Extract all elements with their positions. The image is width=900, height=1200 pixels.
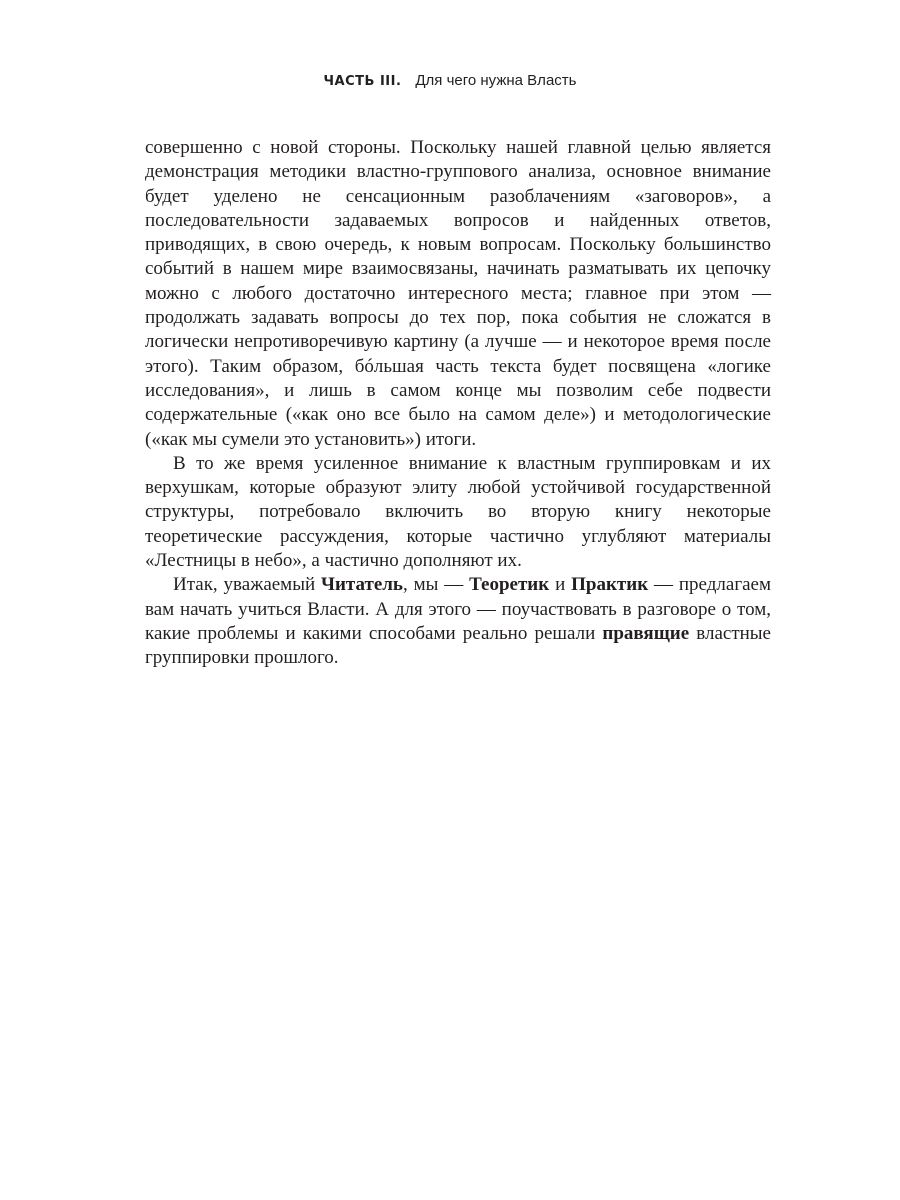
paragraph-2: В то же время усиленное внимание к властным группировкам и их верхушкам, которые образуют элиту любой устойчивой государственной структуры, потребовало включить во вторую книгу некоторые теоретические рассуждения, которые частично углубляют материалы «Лестницы в небо», а частично дополняют их.	[145, 452, 771, 572]
running-head-chapter: Для чего нужна Власть	[415, 72, 577, 89]
paragraph-3-text: — предлагаем вам начать учиться Власти. А для этого — поучаствовать в разговоре о том, какие проблемы и какими способами реально решали	[145, 574, 772, 644]
running-head	[0, 71, 900, 92]
emphasis-theorist: Теоретик	[469, 574, 550, 596]
paragraph-3-text: и	[549, 574, 572, 596]
paragraph-3-text: властные группировки прошлого.	[145, 622, 771, 669]
running-head-part: ЧАСТЬ III.	[323, 74, 402, 89]
paragraph-1: совершенно с новой стороны. Поскольку нашей главной целью является демонстрация методики властно-группового анализа, основное внимание будет уделено не сенсационным разоблачениям «заговоров», а последовательности задаваемых вопросов и найденных ответов, приводящих, в свою очередь, к новым вопросам. Поскольку большинство событий в нашем мире взаимосвязаны, начинать разматывать их цепочку можно с любого достаточно интересного места; главное при этом — продолжать задавать вопросы до тех пор, пока события не сложатся в логически непротиворечивую картину (а лучше — и некоторое время после этого). Таким образом, бóльшая часть текста будет посвящена «логике исследования», и лишь в самом конце мы позволим себе подвести содержательные («как оно все было на самом деле») и методологические («как мы сумели это установить») итоги.	[145, 137, 771, 450]
body-text	[145, 136, 771, 671]
emphasis-reader: Читатель	[321, 574, 403, 596]
paragraph-3-text: Итак, уважаемый	[173, 574, 322, 596]
emphasis-ruling: правящие	[602, 622, 690, 644]
paragraph-3-text: , мы —	[402, 574, 470, 596]
emphasis-practitioner: Практик	[571, 574, 649, 596]
paragraph-3	[145, 573, 771, 670]
